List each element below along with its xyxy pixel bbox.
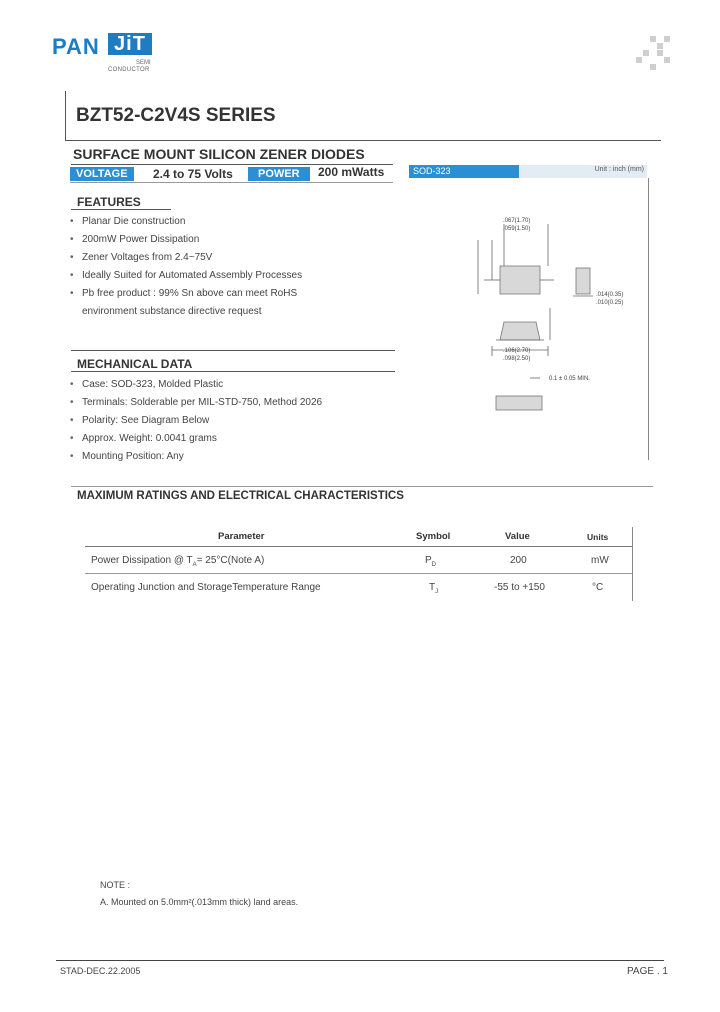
table-row-parameter: Power Dissipation @ $T_A=$ 25°C(Note A): [91, 555, 265, 568]
table-row-value: -55 to +150: [494, 582, 545, 593]
table-row-value: 200: [510, 555, 527, 566]
footer-page-number: PAGE . 1: [627, 966, 668, 977]
features-title: FEATURES: [77, 195, 141, 209]
table-row-parameter: Operating Junction and StorageTemperature Range: [91, 582, 321, 593]
logo-jit-text: JiT: [108, 33, 152, 55]
table-header-parameter: Parameter: [218, 531, 265, 542]
title-divider: [65, 140, 661, 141]
voltage-badge: VOLTAGE: [70, 167, 134, 181]
dim-label: .106(2.70): [503, 348, 531, 354]
power-value: 200 mWatts: [318, 165, 385, 179]
features-divider: [71, 209, 171, 210]
package-bar: [409, 165, 647, 178]
logo-conductor-text: CONDUCTOR: [108, 67, 150, 73]
dim-label: .067(1.70): [503, 218, 531, 224]
table-row-symbol: $P_D$: [425, 555, 437, 568]
feature-item: • Ideally Suited for Automated Assembly Processes: [70, 270, 303, 281]
package-outline-diagram: [468, 200, 648, 430]
table-header-units: Units: [587, 532, 609, 542]
ratings-top-divider: [71, 486, 653, 487]
dim-label: .098(2.50): [503, 356, 531, 362]
table-row-rule: [85, 573, 633, 574]
package-unit: Unit : inch (mm): [594, 166, 644, 173]
table-header-rule: [85, 546, 633, 547]
power-badge: POWER: [248, 167, 310, 181]
footer-divider: [56, 960, 664, 961]
dim-label: .014(0.35): [596, 292, 624, 298]
decorative-pixels-icon: [636, 36, 670, 70]
ratings-title: MAXIMUM RATINGS AND ELECTRICAL CHARACTERISTICS: [77, 490, 404, 502]
note-text: A. Mounted on 5.0mm²(.013mm thick) land areas.: [100, 897, 299, 907]
feature-item: • Pb free product : 99% Sn above can meet RoHS: [70, 288, 298, 299]
feature-item: environment substance directive request: [82, 306, 262, 317]
mechanical-item: • Case: SOD-323, Molded Plastic: [70, 379, 224, 390]
voltage-value: 2.4 to 75 Volts: [153, 167, 233, 181]
feature-item: • Zener Voltages from 2.4~75V: [70, 252, 213, 263]
package-frame-line: [648, 178, 649, 460]
feature-item: • Planar Die construction: [70, 216, 186, 227]
dim-label: .010(0.25): [596, 300, 624, 306]
table-row-symbol: $T_J$: [429, 582, 439, 595]
spec-divider: [70, 182, 393, 183]
subtitle: SURFACE MOUNT SILICON ZENER DIODES: [73, 146, 365, 162]
mechanical-top-divider: [71, 350, 395, 351]
note-title: NOTE :: [100, 880, 131, 890]
page-title: BZT52-C2V4S SERIES: [76, 105, 276, 126]
logo-pan-text: PAN: [52, 34, 100, 59]
dim-label: .059(1.50): [503, 226, 531, 232]
mechanical-title: MECHANICAL DATA: [77, 357, 193, 371]
footer-doc-id: STAD-DEC.22.2005: [60, 966, 141, 976]
mechanical-item: • Terminals: Solderable per MIL-STD-750, Method 2026: [70, 397, 323, 408]
package-name: SOD-323: [409, 165, 519, 178]
feature-item: • 200mW Power Dissipation: [70, 234, 200, 245]
table-row-units: °C: [592, 582, 604, 593]
title-frame-line: [65, 91, 66, 141]
mechanical-item: • Approx. Weight: 0.0041 grams: [70, 433, 217, 444]
dim-label: 0.1 ± 0.05 MIN.: [549, 376, 590, 382]
table-right-border: [632, 527, 633, 601]
mechanical-divider: [71, 371, 395, 372]
logo-semi-text: SEMI: [136, 60, 151, 66]
mechanical-item: • Mounting Position: Any: [70, 451, 184, 462]
table-row-units: mW: [591, 555, 609, 566]
mechanical-item: • Polarity: See Diagram Below: [70, 415, 210, 426]
table-header-value: Value: [505, 531, 530, 542]
table-header-symbol: Symbol: [416, 531, 451, 542]
